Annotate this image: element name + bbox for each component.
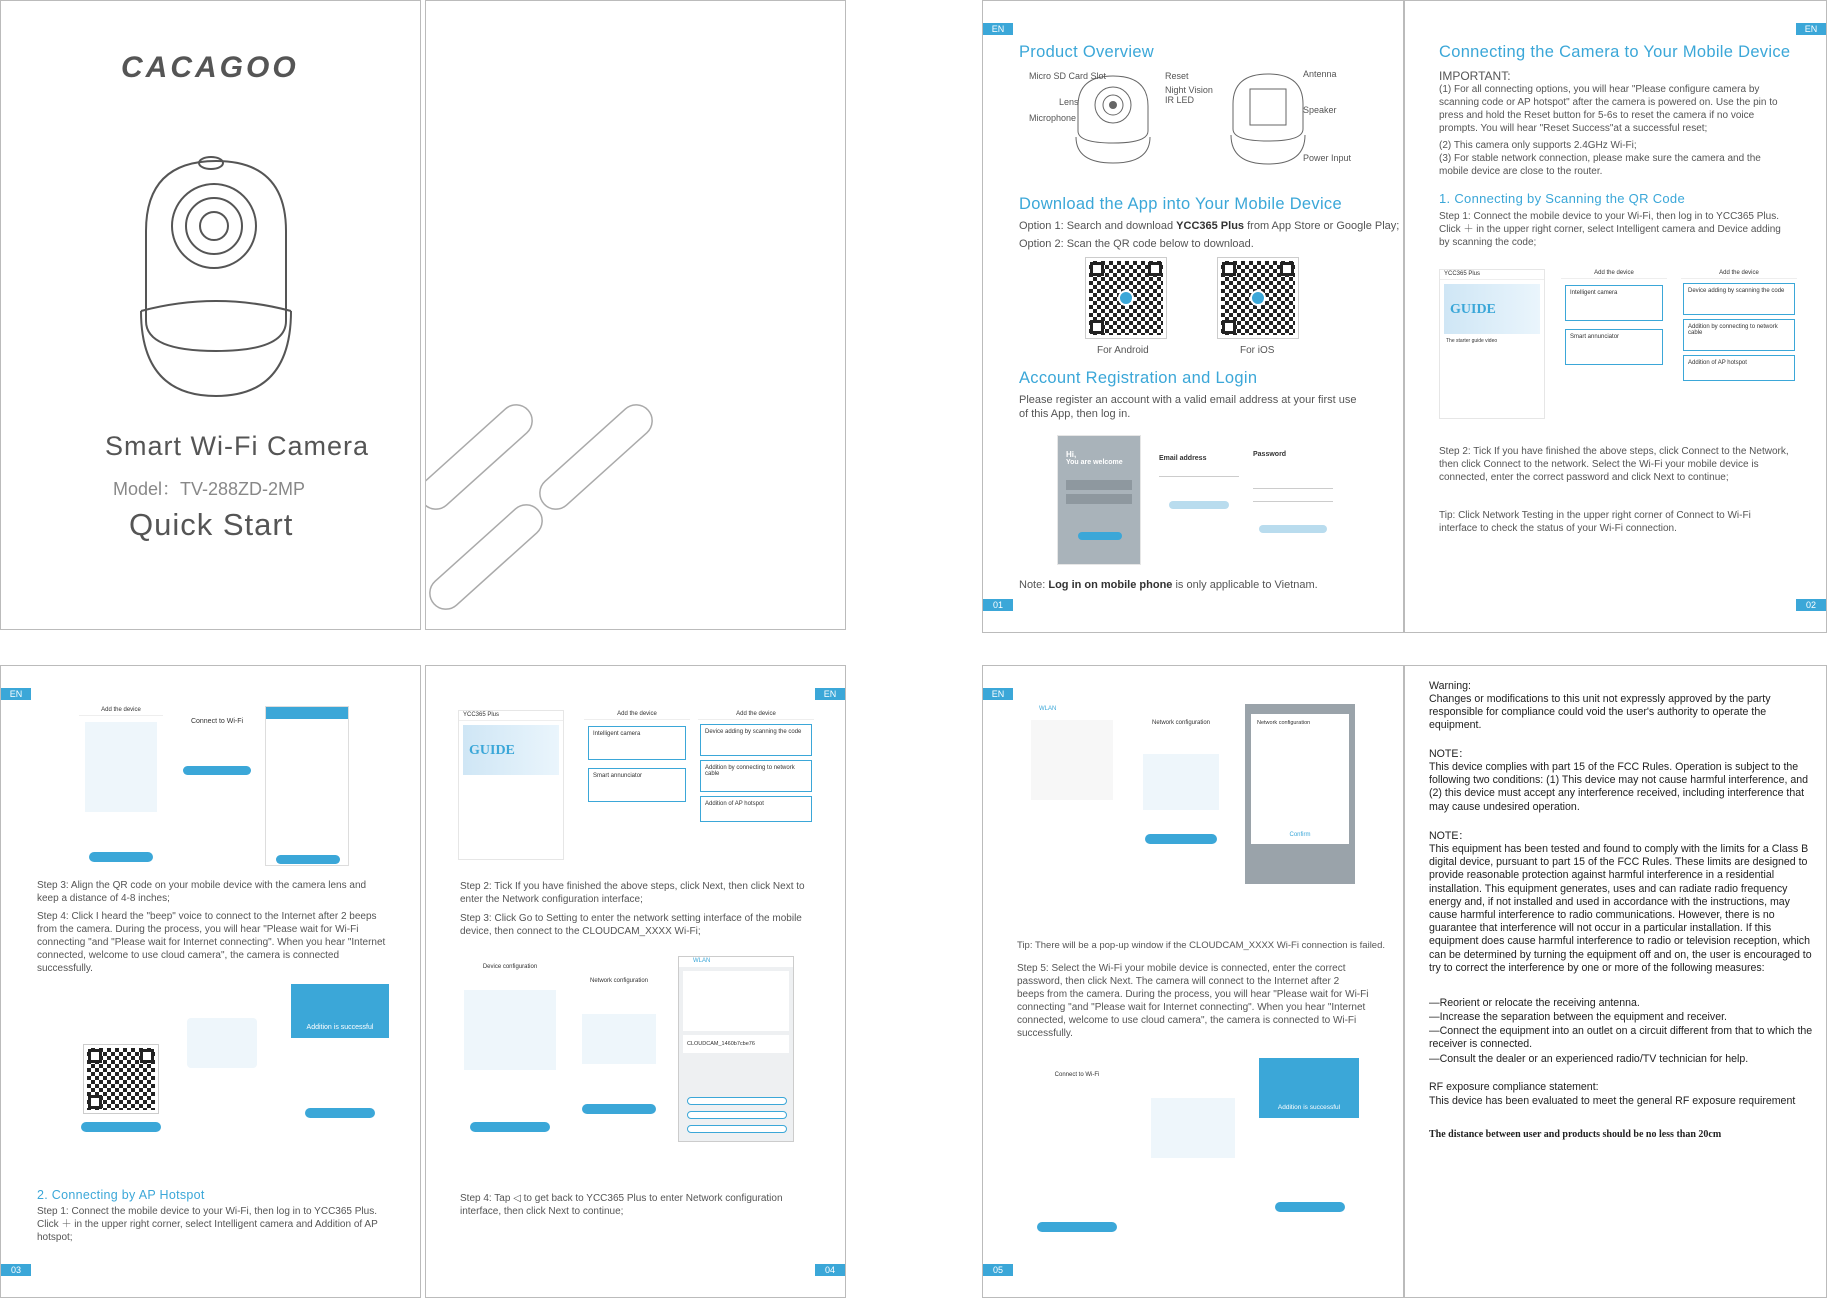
qr-screen-header: Add the device [79, 706, 163, 716]
add-device-methods-screen [1681, 269, 1797, 389]
network-config-camera-screen [1133, 704, 1229, 860]
popup-title: Network configuration [1257, 720, 1311, 726]
cover-title: Smart Wi-Fi Camera [105, 431, 370, 461]
page-02 [1404, 0, 1827, 633]
cover-subtitle: Quick Start [129, 507, 294, 542]
warning-title: Warning: [1429, 680, 1471, 692]
camera-illustration [136, 151, 296, 401]
label-ir-led: IR LED [1165, 95, 1195, 105]
add-methods-header: Add the device [698, 710, 814, 720]
camera-back-diagram [1228, 69, 1308, 169]
next-button[interactable] [1145, 834, 1217, 844]
download-option-1: Option 1: Search and download YCC365 Plus from App Store or Google Play; [1019, 220, 1400, 232]
connect-button[interactable] [687, 1097, 787, 1105]
app-home-screen [1439, 269, 1545, 419]
smart-annunciator-card[interactable]: Smart annunciator [588, 768, 686, 802]
success-banner: Addition is successful [291, 984, 389, 1038]
ios-qr-code[interactable] [1217, 257, 1299, 339]
lang-tab: EN [1, 688, 31, 700]
addition-success-screen [291, 984, 389, 1124]
app-name: YCC365 Plus [1440, 270, 1544, 280]
download-option-2: Option 2: Scan the QR code below to download. [1019, 238, 1254, 250]
wlan-list-screen [1027, 704, 1117, 860]
note2-title: NOTE： [1429, 830, 1470, 842]
email-screen [1159, 435, 1239, 545]
login-welcome: You are welcome [1066, 459, 1123, 466]
page-03 [0, 665, 421, 1298]
next-button[interactable] [1037, 1222, 1117, 1232]
connecting-screen [1143, 1058, 1243, 1208]
account-title: Account Registration and Login [1019, 369, 1258, 387]
label-power-input: Power Input [1303, 153, 1352, 163]
ap-step-1: Step 1: Connect the mobile device to your Wi-Fi, then log in to YCC365 Plus. Click ＋ in the upper right corner, select Intelligent camera and Addition of AP hotspot; [37, 1206, 378, 1243]
connecting-progress-screen [181, 984, 263, 1114]
start-experience-button[interactable] [1275, 1202, 1345, 1212]
product-overview-title: Product Overview [1019, 43, 1155, 61]
distance-note: The distance between user and products should be no less than 20cm [1429, 1129, 1722, 1140]
ap-step-5: Step 5: Select the Wi-Fi your mobile device is connected, enter the correct password, then click Next. The camera will connect to the Internet after 2 beeps from the camera. During the process, you will hear "Please wait for Wi-Fi connecting "and "Please wait for Internet connecting". When you hear "Internet connected, welcome to use cloud camera", the camera is connected to Wi-Fi successfully. [1017, 963, 1369, 1039]
qr-step-4: Step 4: Click I heard the "beep" voice to connect to the Internet after 2 beeps from the camera. During the process, you will hear "Please wait for Wi-Fi connecting "and "Please wait for Internet connecting". When you hear "Internet connected, welcome to use cloud camera", the camera is connected successfully. [37, 911, 386, 974]
login-screen [1057, 435, 1141, 565]
next-button[interactable] [470, 1122, 550, 1132]
important-2: (2) This camera only supports 2.4GHz Wi-Fi; [1439, 140, 1637, 151]
intelligent-camera-card[interactable]: Intelligent camera [1565, 285, 1663, 321]
lang-tab: EN [1796, 23, 1826, 35]
forget-button[interactable] [687, 1111, 787, 1119]
note2-text: This equipment has been tested and found to comply with the limits for a Class B digital device, pursuant to part 15 of the FCC Rules. These limits are designed to provide reasonable protection against harmful interference in a residential installation. This equipment generates, uses and can radiate radio frequency energy and, if not installed and used in accordance with the instructions, may cause harmful interference to radio communications. However, there is no guarantee that interference will not occur in a particular installation. If this equipment does cause harmful interference to radio or television reception, which can be determined by turning the equipment off and on, the user is encouraged to try to correct the interference by one or more of the following measures: [1429, 843, 1812, 974]
failure-popup [1251, 714, 1349, 844]
network-testing-tip: Tip: Click Network Testing in the upper right corner of Connect to Wi-Fi interface to check the status of your Wi-Fi connection. [1439, 510, 1751, 534]
wlan-settings-screen [678, 956, 794, 1142]
login-greeting: Hi, [1066, 450, 1077, 459]
camera-qr-code [83, 1044, 159, 1114]
cable-card[interactable]: Addition by connecting to network cable [1683, 319, 1795, 351]
note1-text: This device complies with part 15 of the FCC Rules. Operation is subject to the following two conditions: (1) This device may not cause harmful interference, and (2) this device must accept any interference received, including interference that may cause undesired operation. [1429, 761, 1809, 813]
go-to-setting-button[interactable] [582, 1104, 656, 1114]
login-note: Note: Log in on mobile phone is only applicable to Vietnam. [1019, 579, 1318, 591]
guide-banner[interactable]: GUIDE [463, 725, 559, 775]
lang-tab: EN [983, 23, 1013, 35]
cloudcam-ssid: CLOUDCAM_1460b7cbe76 [683, 1035, 789, 1053]
camera-front-diagram [1073, 71, 1153, 166]
label-microphone: Microphone [1029, 113, 1077, 123]
scan-qr-screen [79, 984, 163, 1134]
lang-tab: EN [815, 688, 845, 700]
app-name: YCC365 Plus [459, 711, 563, 721]
wlan-header: WLAN [679, 957, 793, 967]
brand-logo: CACAGOO [121, 51, 299, 84]
popup-tip: Tip: There will be a pop-up window if the CLOUDCAM_XXXX Wi-Fi connection is failed. [1017, 940, 1386, 951]
label-reset: Reset [1165, 71, 1189, 81]
connecting-title: Connecting the Camera to Your Mobile Device [1439, 43, 1791, 61]
qr-shown-screen [79, 706, 163, 866]
heard-beep-button[interactable] [81, 1122, 161, 1132]
label-antenna: Antenna [1303, 69, 1337, 79]
important-label: IMPORTANT: [1439, 69, 1511, 83]
add-methods-header: Add the device [1681, 269, 1797, 279]
label-night-vision: Night Vision [1165, 85, 1213, 95]
measure-3: —Connect the equipment into an outlet on a circuit different from that to which the receiver is connected. [1429, 1025, 1813, 1051]
wlan-list-header: WLAN [1039, 706, 1057, 712]
page-01 [982, 0, 1404, 633]
cancel-button[interactable] [687, 1125, 787, 1133]
page-number: 03 [1, 1264, 31, 1276]
connect-wifi-heading: Connect to Wi-Fi [190, 718, 244, 725]
ap-methods-screen [698, 710, 814, 830]
qr-section-title: 1. Connecting by Scanning the QR Code [1439, 191, 1685, 206]
measure-4: —Consult the dealer or an experienced radio/TV technician for help. [1429, 1053, 1749, 1065]
connect-wifi-screen [177, 706, 257, 786]
decorative-pills [426, 401, 686, 611]
scan-code-card[interactable]: Device adding by scanning the code [700, 724, 812, 756]
rf-title: RF exposure compliance statement: [1429, 1081, 1599, 1093]
qr-step-2: Step 2: Tick If you have finished the above steps, click Connect to the Network, then click Connect to the network. Select the Wi-Fi your mobile device is connected, enter the correct password and click Next to continue; [1439, 446, 1789, 483]
label-lens: Lens [1059, 97, 1079, 107]
cable-card[interactable]: Addition by connecting to network cable [700, 760, 812, 792]
intelligent-camera-card[interactable]: Intelligent camera [588, 726, 686, 760]
ap-hotspot-card[interactable]: Addition of AP hotspot [700, 796, 812, 822]
start-experience-button[interactable] [305, 1108, 375, 1118]
device-config-screen [460, 960, 560, 1136]
ap-section-title: 2. Connecting by AP Hotspot [37, 1188, 205, 1202]
add-device-header: Add the device [1561, 269, 1667, 279]
qr-step-3: Step 3: Align the QR code on your mobile device with the camera lens and keep a distance of 4-8 inches; [37, 880, 367, 904]
rf-text: This device has been evaluated to meet the general RF exposure requirement [1429, 1095, 1796, 1107]
page-05 [982, 665, 1404, 1298]
ap-add-device-screen [584, 710, 690, 820]
email-heading: Email address [1159, 455, 1207, 462]
back-cover-page [425, 0, 846, 630]
page-04 [425, 665, 846, 1298]
smart-annunciator-card[interactable]: Smart annunciator [1565, 329, 1663, 365]
ap-hotspot-card[interactable]: Addition of AP hotspot [1683, 355, 1795, 381]
cover-model: Model：TV-288ZD-2MP [113, 479, 306, 499]
ap-step-4: Step 4: Tap ◁ to get back to YCC365 Plus to enter Network configuration interface, then click Next to continue; [460, 1193, 783, 1217]
page-number: 05 [983, 1264, 1013, 1276]
warning-text: Changes or modifications to this unit not expressly approved by the party responsible for compliance could void the user's authority to operate the equipment. [1429, 693, 1771, 732]
guide-video-label: The starter guide video [1446, 338, 1498, 344]
connect-wifi-title: Connect to Wi-Fi [1054, 1072, 1100, 1078]
label-speaker: Speaker [1303, 105, 1337, 115]
fcc-page [1404, 665, 1827, 1298]
page-number: 04 [815, 1264, 845, 1276]
note1-title: NOTE： [1429, 748, 1470, 760]
success-screen [1259, 1058, 1359, 1218]
page-number: 02 [1796, 599, 1826, 611]
qr-step-1: Step 1: Connect the mobile device to your Wi-Fi, then log in to YCC365 Plus. Click ＋ in the upper right corner, select Intelligent camera and Device adding by scanning the code; [1439, 211, 1781, 248]
ap-step-3: Step 3: Click Go to Setting to enter the network setting interface of the mobile device, then connect to the CLOUDCAM_XXXX Wi-Fi; [460, 913, 802, 937]
lang-tab: EN [983, 688, 1013, 700]
account-text: Please register an account with a valid email address at your first use of this App, then log in. [1019, 394, 1357, 420]
ios-label: For iOS [1240, 345, 1275, 356]
password-screen [1253, 435, 1333, 545]
ap-home-screen [458, 710, 564, 860]
important-1: (1) For all connecting options, you will hear "Please configure camera by scanning code or AP hotspot" after the camera is powered on. Use the pin to press and hold the Reset button for 5-6s to reset the camera if no voice prompts. You will hear "Reset Success"at a successful reset; [1439, 84, 1778, 134]
device-config-title: Device configuration [482, 964, 538, 970]
network-testing-screen [265, 706, 349, 866]
measure-1: —Reorient or relocate the receiving antenna. [1429, 997, 1640, 1009]
android-label: For Android [1097, 345, 1149, 356]
failure-popup-screen [1245, 704, 1355, 884]
ap-step-2: Step 2: Tick If you have finished the above steps, click Next, then click Next to enter the Network configuration interface; [460, 881, 805, 905]
label-sd-slot: Micro SD Card Slot [1029, 71, 1107, 81]
android-qr-code[interactable] [1085, 257, 1167, 339]
page-number: 01 [983, 599, 1013, 611]
measure-2: —Increase the separation between the equipment and receiver. [1429, 1011, 1727, 1023]
add-device-header: Add the device [584, 710, 690, 720]
add-device-screen [1561, 269, 1667, 379]
network-config-title: Network configuration [589, 978, 649, 984]
password-heading: Password [1253, 451, 1287, 458]
download-title: Download the App into Your Mobile Device [1019, 195, 1342, 213]
popup-confirm[interactable]: Confirm [1289, 832, 1311, 838]
success-banner: Addition is successful [1259, 1058, 1359, 1118]
scan-code-card[interactable]: Device adding by scanning the code [1683, 283, 1795, 315]
cover-page [0, 0, 421, 630]
important-3: (3) For stable network connection, please make sure the camera and the mobile device are close to the router. [1439, 153, 1761, 177]
connect-wifi-pw-screen [1027, 1058, 1127, 1236]
network-config-screen [572, 960, 666, 1120]
network-config-heading: Network configuration [1151, 720, 1211, 726]
guide-banner[interactable]: GUIDE [1444, 284, 1540, 334]
